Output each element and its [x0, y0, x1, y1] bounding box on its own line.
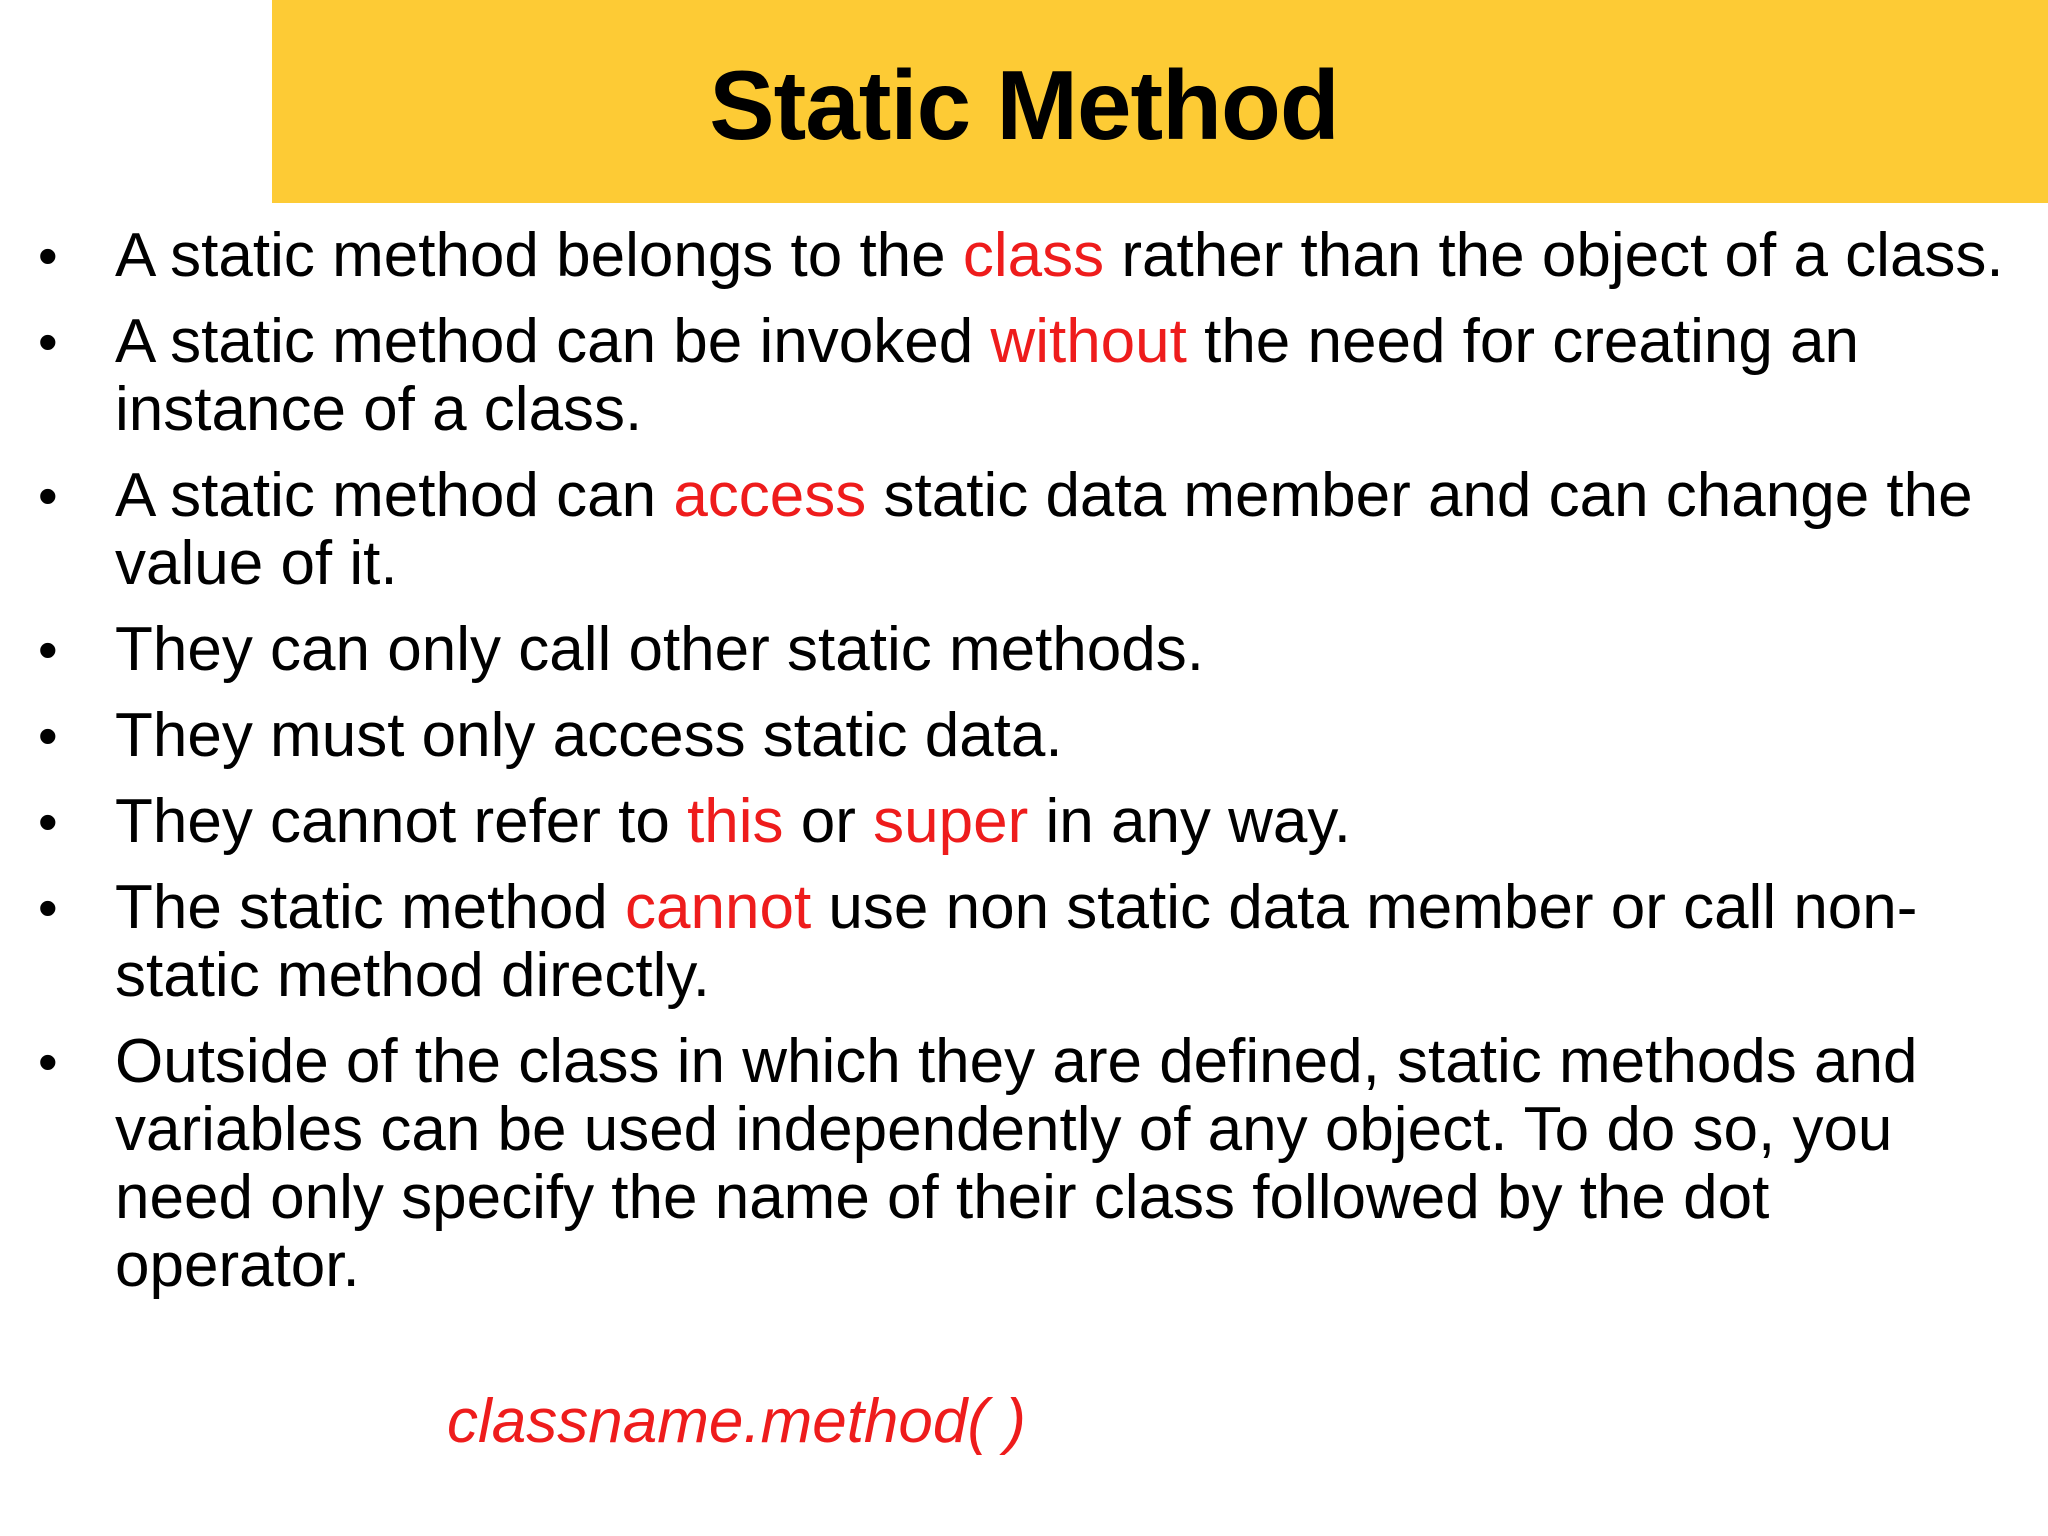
bullet-dot-icon: •	[38, 224, 58, 287]
bullet-dot-icon: •	[38, 704, 58, 767]
bullet-text: The static method	[115, 873, 626, 942]
bullet-text: the need for creating an instance of a class.	[115, 307, 1860, 444]
bullet-text: Outside of the class in which they are defined, static methods and variables can be used independently of any object. To do so, you need only specify the name of their class followed by the dot operator.	[115, 1027, 1918, 1300]
bullet-dot-icon: •	[38, 876, 58, 939]
bullet-dot-icon: •	[38, 1030, 58, 1093]
bullet-text: A static method belongs to the	[115, 221, 963, 290]
bullet-text: use non static data member or call non-static method directly.	[115, 873, 1918, 1010]
bullet-list	[0, 222, 2048, 1318]
bullet-text: They cannot refer to	[115, 787, 688, 856]
bullet-item-7	[0, 874, 2048, 1010]
bullet-text: A static method can	[115, 461, 674, 530]
highlighted-term: super	[873, 787, 1029, 856]
highlighted-term: this	[687, 787, 784, 856]
slide-title: Static Method	[709, 50, 1339, 160]
bullet-item-6	[0, 788, 2048, 856]
bullet-item-8	[0, 1028, 2048, 1300]
highlighted-term: class	[962, 221, 1105, 290]
bullet-dot-icon: •	[38, 790, 58, 853]
bullet-text: rather than the object of a class.	[1104, 221, 2004, 290]
bullet-text: They must only access static data.	[115, 701, 1063, 770]
bullet-text: They can only call other static methods.	[115, 615, 1204, 684]
bullet-item-2	[0, 308, 2048, 444]
highlighted-term: access	[673, 461, 867, 530]
bullet-text: or	[783, 787, 874, 856]
bullet-text: A static method can be invoked	[115, 307, 991, 376]
bullet-item-1	[0, 222, 2048, 290]
highlighted-term: without	[990, 307, 1187, 376]
bullet-text: in any way.	[1028, 787, 1352, 856]
bullet-dot-icon: •	[38, 618, 58, 681]
bullet-item-4	[0, 616, 2048, 684]
bullet-dot-icon: •	[38, 310, 58, 373]
bullet-text: static data member and can change the value of it.	[115, 461, 1973, 598]
bullet-item-3	[0, 462, 2048, 598]
bullet-dot-icon: •	[38, 464, 58, 527]
highlighted-term: cannot	[625, 873, 812, 942]
bullet-item-5	[0, 702, 2048, 770]
code-example: classname.method( )	[447, 1387, 1026, 1456]
